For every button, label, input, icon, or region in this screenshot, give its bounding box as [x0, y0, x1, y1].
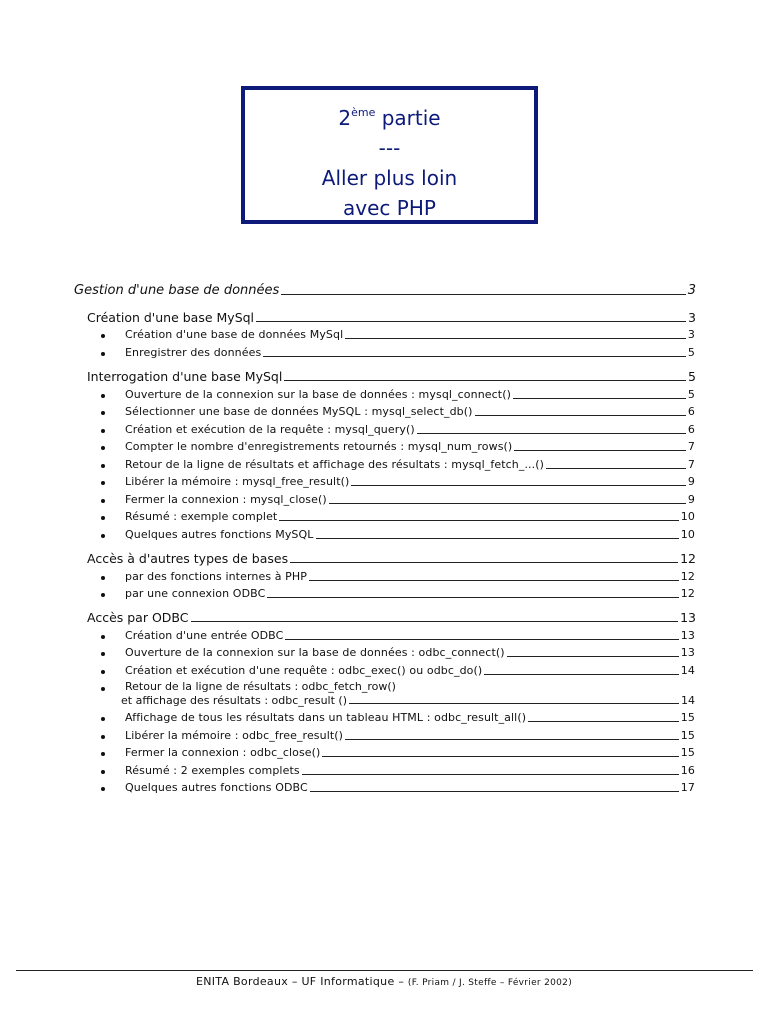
toc-item[interactable]: [125, 458, 695, 471]
toc-leader: [281, 294, 685, 295]
toc-main-label: Gestion d'une base de données: [74, 283, 280, 298]
bullet-icon: [101, 635, 105, 639]
toc-leader: [349, 703, 679, 704]
toc-item-page: 14: [680, 664, 695, 677]
part-number-suffix: ème: [351, 106, 376, 119]
toc-item[interactable]: [125, 493, 695, 506]
toc-item-page: 9: [687, 475, 695, 488]
bullet-icon: [101, 446, 105, 450]
toc-item-page: 15: [680, 729, 695, 742]
toc-leader: [345, 338, 686, 339]
bullet-icon: [101, 670, 105, 674]
toc-item[interactable]: [125, 423, 695, 436]
toc-leader: [284, 380, 686, 381]
toc-item-label: Libérer la mémoire : odbc_free_result(): [125, 729, 344, 742]
toc-item-label: Fermer la connexion : mysql_close(): [125, 493, 327, 506]
toc-leader: [267, 597, 678, 598]
toc-section-label: Accès par ODBC: [87, 610, 189, 625]
toc-leader: [310, 791, 679, 792]
toc-item-page: 5: [687, 346, 695, 359]
toc-item-label: Libérer la mémoire : mysql_free_result(): [125, 475, 350, 488]
toc-leader: [290, 562, 678, 563]
toc-leader: [514, 450, 686, 451]
page-footer: [0, 975, 768, 988]
toc-leader: [322, 756, 678, 757]
bullet-icon: [101, 687, 105, 691]
toc-item-label: Résumé : 2 exemples complets: [125, 764, 300, 777]
bullet-icon: [101, 717, 105, 721]
bullet-icon: [101, 534, 105, 538]
toc-section-label: Création d'une base MySql: [87, 310, 255, 325]
toc-item[interactable]: [125, 729, 695, 742]
bullet-icon: [101, 429, 105, 433]
toc-section-2[interactable]: [87, 369, 696, 384]
toc-item-page: 13: [680, 629, 695, 642]
toc-leader: [345, 739, 679, 740]
bullet-icon: [101, 394, 105, 398]
toc-item-label: Quelques autres fonctions MySQL: [125, 528, 314, 541]
toc-item[interactable]: [125, 664, 695, 677]
toc-item-label: Ouverture de la connexion sur la base de données : mysql_connect(): [125, 388, 511, 401]
toc-item-label: Création d'une base de données MySql: [125, 328, 344, 341]
toc-leader: [279, 520, 678, 521]
toc-item[interactable]: [125, 528, 695, 541]
toc-leader: [351, 485, 685, 486]
toc-item-page: 12: [680, 587, 695, 600]
toc-item-continuation[interactable]: [121, 694, 695, 707]
toc-item-page: 9: [687, 493, 695, 506]
toc-item-label: Affichage de tous les résultats dans un tableau HTML : odbc_result_all(): [125, 711, 527, 724]
toc-item-page: 15: [680, 746, 695, 759]
toc-section-label: Accès à d'autres types de bases: [87, 551, 289, 566]
toc-item[interactable]: [125, 405, 695, 418]
toc-leader: [302, 774, 679, 775]
toc-item-label: Fermer la connexion : odbc_close(): [125, 746, 321, 759]
toc-leader: [256, 321, 686, 322]
toc-leader: [316, 538, 679, 539]
toc-section-page: 12: [680, 551, 696, 566]
toc-item-label: Sélectionner une base de données MySQL : mysql_select_db(): [125, 405, 473, 418]
part-title-box: [241, 86, 538, 224]
toc-item-label: Création et exécution de la requête : mysql_query(): [125, 423, 415, 436]
toc-item[interactable]: [125, 781, 695, 794]
toc-item-label: Création et exécution d'une requête : odbc_exec() ou odbc_do(): [125, 664, 483, 677]
toc-item[interactable]: [125, 570, 695, 583]
bullet-icon: [101, 481, 105, 485]
bullet-icon: [101, 411, 105, 415]
toc-item-label: par une connexion ODBC: [125, 587, 266, 600]
bullet-icon: [101, 499, 105, 503]
toc-item-page: 13: [680, 646, 695, 659]
toc-leader: [484, 674, 678, 675]
toc-item-label: Création d'une entrée ODBC: [125, 629, 284, 642]
toc-item-page: 7: [687, 458, 695, 471]
bullet-icon: [101, 516, 105, 520]
toc-main-page: 3: [687, 283, 696, 298]
toc-item-label: Quelques autres fonctions ODBC: [125, 781, 308, 794]
footer-authors: (F. Priam / J. Steffe – Février 2002): [407, 978, 573, 988]
toc-leader: [285, 639, 678, 640]
toc-main-entry[interactable]: [74, 283, 696, 298]
toc-item-page: 6: [687, 423, 695, 436]
toc-leader: [263, 356, 686, 357]
toc-item[interactable]: [125, 711, 695, 724]
bullet-icon: [101, 464, 105, 468]
toc-section-page: 5: [688, 369, 696, 384]
toc-item-label: Compter le nombre d'enregistrements retournés : mysql_num_rows(): [125, 440, 513, 453]
toc-item[interactable]: [125, 646, 695, 659]
toc-leader: [507, 656, 679, 657]
part-word: partie: [381, 106, 441, 130]
toc-leader: [475, 415, 686, 416]
toc-item[interactable]: [125, 440, 695, 453]
toc-item-label: Résumé : exemple complet: [125, 510, 278, 523]
toc-leader: [528, 721, 679, 722]
title-separator: ---: [378, 136, 401, 160]
toc-item-page: 5: [687, 388, 695, 401]
toc-leader: [546, 468, 686, 469]
toc-item[interactable]: [125, 346, 695, 359]
toc-leader: [329, 503, 686, 504]
toc-item-page: 6: [687, 405, 695, 418]
toc-item[interactable]: [125, 587, 695, 600]
toc-item-page: 12: [680, 570, 695, 583]
toc-item[interactable]: [125, 475, 695, 488]
bullet-icon: [101, 352, 105, 356]
bullet-icon: [101, 770, 105, 774]
toc-leader: [309, 580, 679, 581]
toc-item-label: Retour de la ligne de résultats et affichage des résultats : mysql_fetch_...(): [125, 458, 545, 471]
toc-item[interactable]: [125, 328, 695, 341]
bullet-icon: [101, 593, 105, 597]
title-line-3: avec PHP: [343, 196, 436, 220]
toc-item-label: Ouverture de la connexion sur la base de données : odbc_connect(): [125, 646, 505, 659]
title-line-2: Aller plus loin: [321, 166, 458, 190]
toc-item-page: 14: [681, 694, 695, 707]
toc-item-label: Enregistrer des données: [125, 346, 262, 359]
toc-item-label: et affichage des résultats : odbc_result (): [121, 694, 347, 707]
toc-item-page: 3: [687, 328, 695, 341]
toc-item[interactable]: [125, 764, 695, 777]
bullet-icon: [101, 576, 105, 580]
bullet-icon: [101, 652, 105, 656]
bullet-icon: [101, 752, 105, 756]
toc-leader: [191, 621, 679, 622]
bullet-icon: [101, 735, 105, 739]
toc-item-page: 16: [680, 764, 695, 777]
toc-item[interactable]: [125, 388, 695, 401]
footer-divider: [16, 970, 753, 971]
toc-section-page: 13: [680, 610, 696, 625]
toc-item-page: 10: [680, 528, 695, 541]
toc-item[interactable]: [125, 629, 695, 642]
toc-section-3[interactable]: [87, 551, 696, 566]
toc-section-page: 3: [688, 310, 696, 325]
toc-item-page: 17: [680, 781, 695, 794]
part-number-line: [245, 98, 534, 133]
toc-item-page: 7: [687, 440, 695, 453]
footer-main-text: ENITA Bordeaux – UF Informatique –: [195, 975, 408, 988]
toc-item-page: 15: [680, 711, 695, 724]
toc-item-first-line[interactable]: Retour de la ligne de résultats : odbc_fetch_row(): [125, 680, 396, 693]
toc-section-4[interactable]: [87, 610, 696, 625]
toc-section-label: Interrogation d'une base MySql: [87, 369, 283, 384]
toc-item-page: 10: [680, 510, 695, 523]
bullet-icon: [101, 787, 105, 791]
toc-item[interactable]: [125, 746, 695, 759]
toc-section-1[interactable]: [87, 310, 696, 325]
toc-leader: [417, 433, 686, 434]
toc-item[interactable]: [125, 510, 695, 523]
part-number: 2: [338, 106, 352, 130]
bullet-icon: [101, 334, 105, 338]
toc-leader: [513, 398, 686, 399]
toc-item-label: par des fonctions internes à PHP: [125, 570, 308, 583]
